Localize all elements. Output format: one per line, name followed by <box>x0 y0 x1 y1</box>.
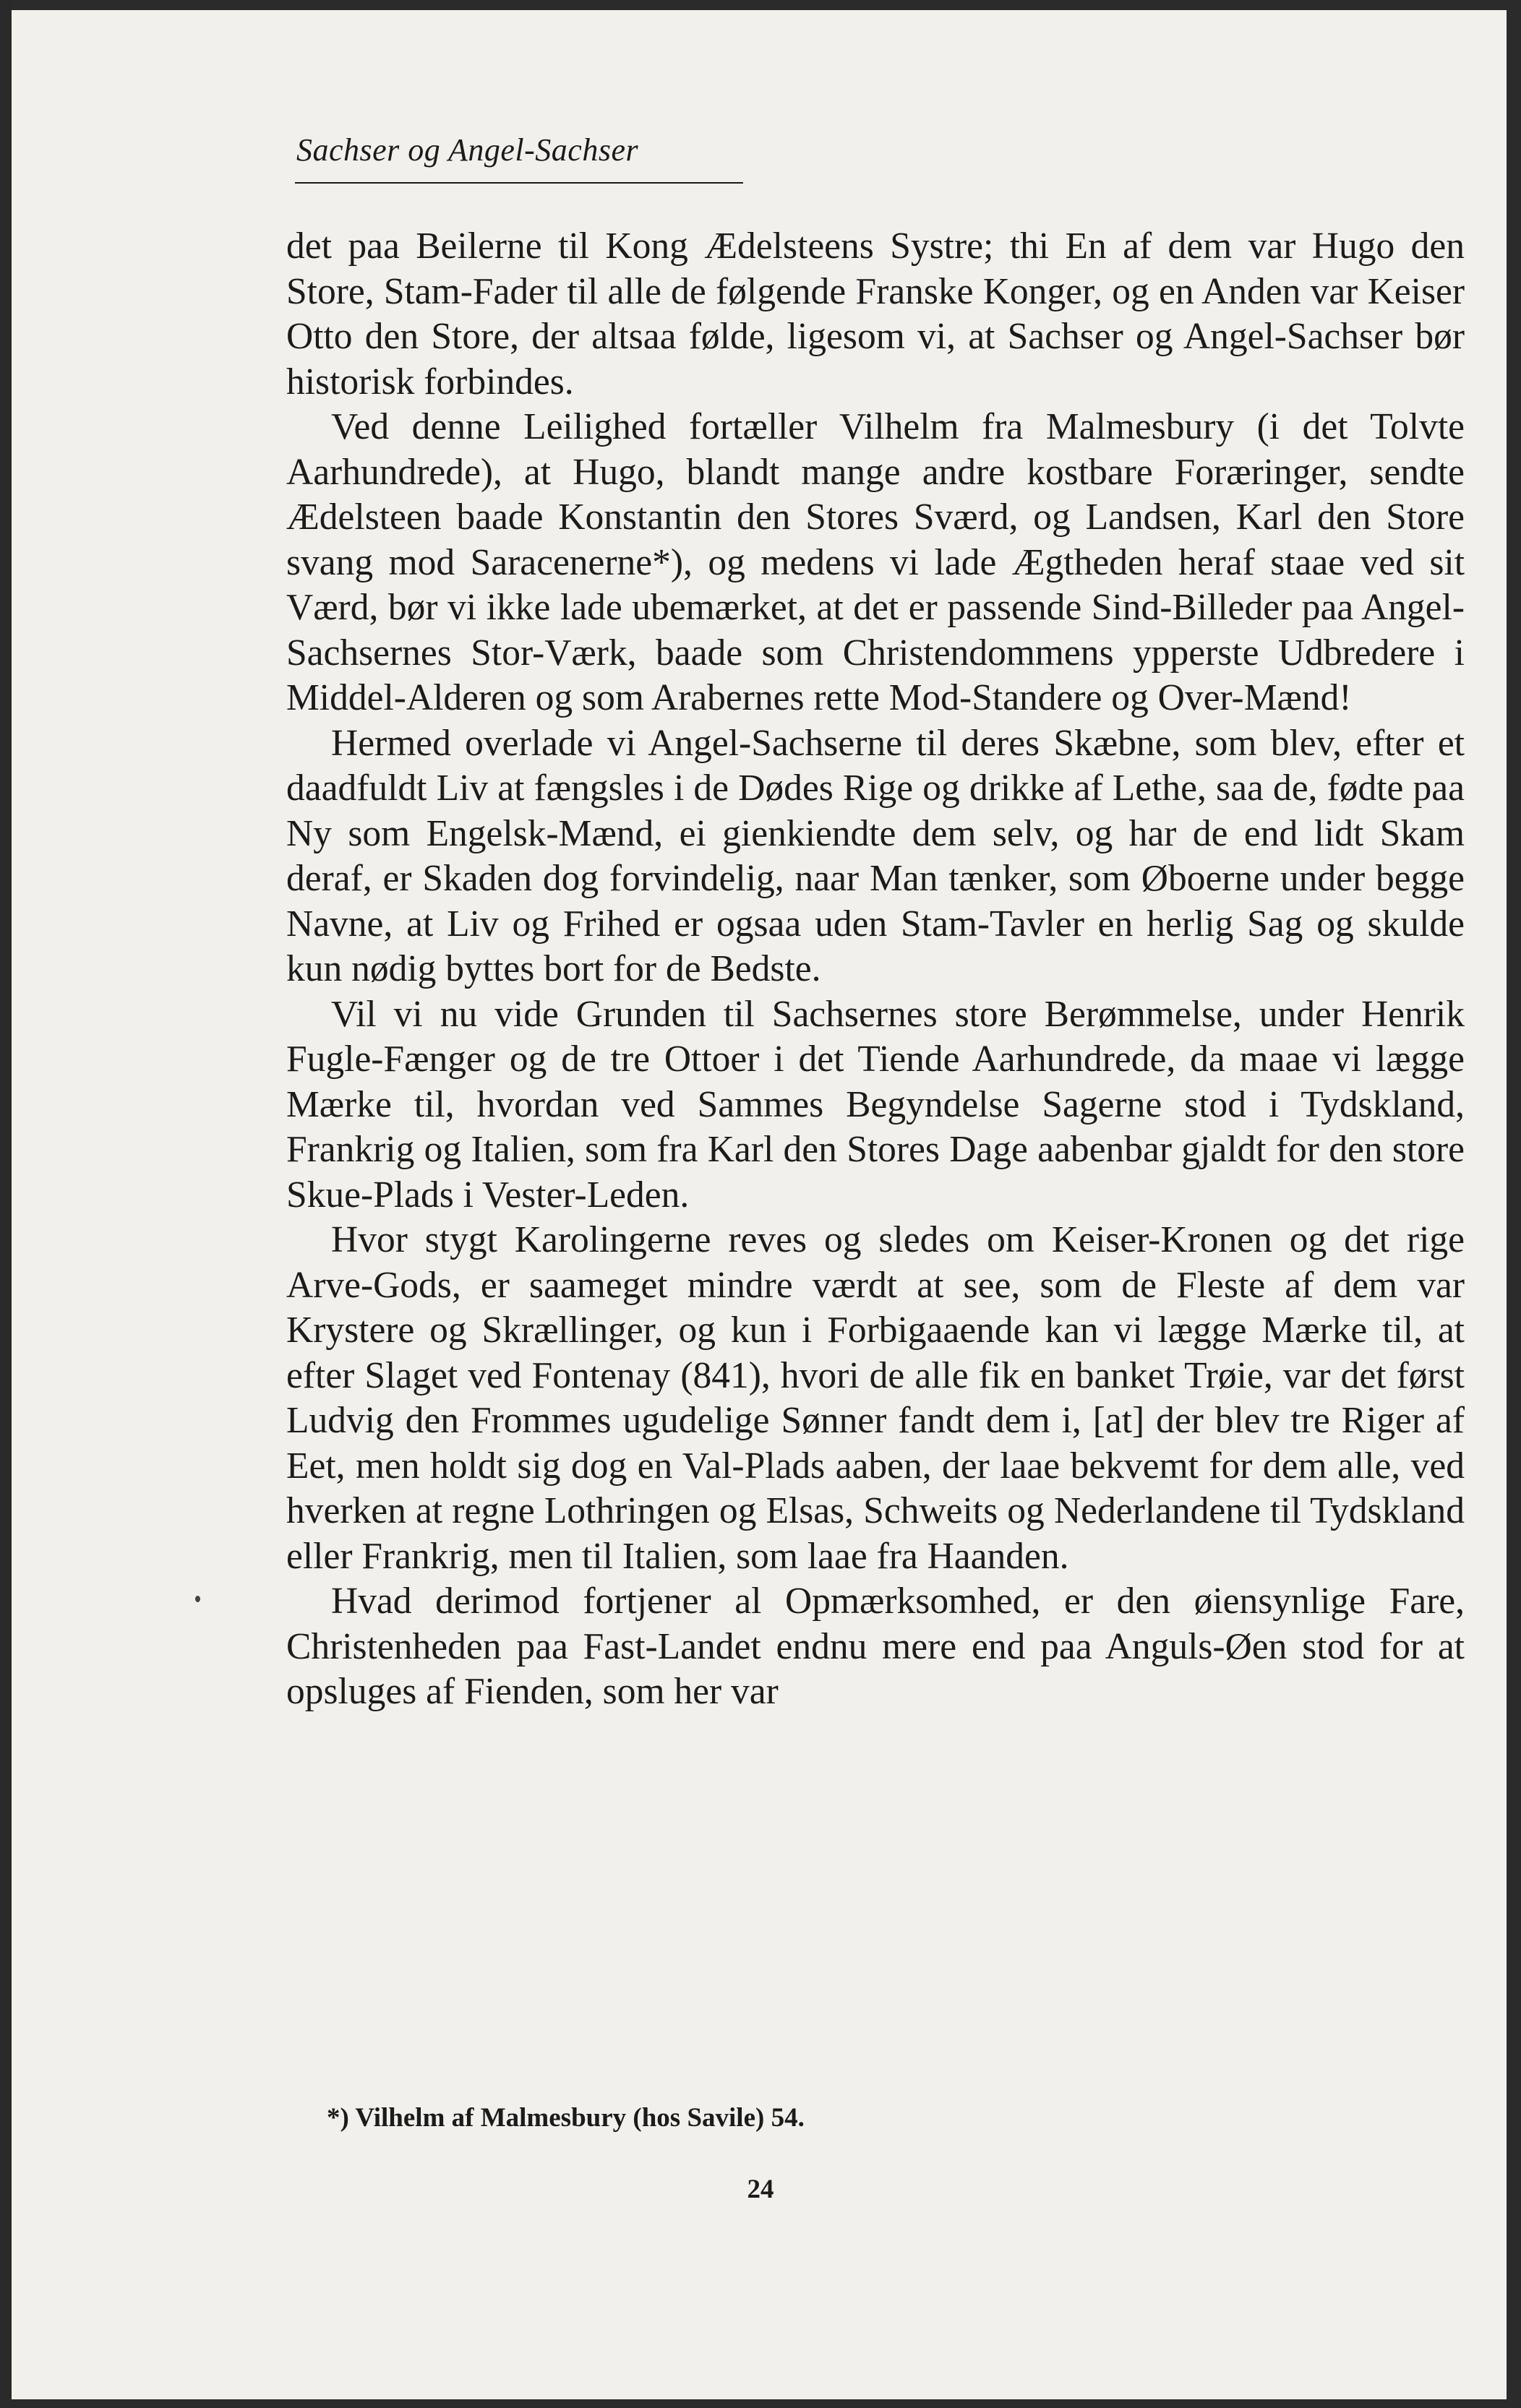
paragraph-2: Ved denne Leilighed fortæller Vilhelm fra Malmesbury (i det Tolvte Aarhundrede), at Hugo, blandt mange andre kostbare Foræringer, sendte Ædelsteen baade Konstantin den Stores Sværd, og Landsen, Karl den Store svang mod Saracenerne*), og medens vi lade Ægtheden heraf staae ved sit Værd, bør vi ikke lade ubemærket, at det er passende Sind-Billeder paa Angel-Sachsernes Stor-Værk, baade som Christendommens ypperste Udbredere i Middel-Alderen og som Arabernes rette Mod-Standere og Over-Mænd! <box>286 406 1465 718</box>
running-head-rule <box>295 182 743 184</box>
body-text <box>286 224 1465 1715</box>
margin-speck <box>195 1596 200 1602</box>
paragraph-6: Hvad derimod fortjener al Opmærksomhed, er den øiensynlige Fare, Christenheden paa Fast-Landet endnu mere end paa Anguls-Øen stod for at opsluges af Fienden, som her var <box>286 1581 1465 1712</box>
scan-border-left <box>0 0 12 2408</box>
scan-border-top <box>0 0 1521 10</box>
scan-border-right <box>1507 0 1521 2408</box>
running-head-title: Sachser og Angel-Sachser <box>296 132 639 168</box>
scan-border-bottom <box>0 2399 1521 2408</box>
paragraph-4: Vil vi nu vide Grunden til Sachsernes store Berømmelse, under Henrik Fugle-Fænger og de tre Ottoer i det Tiende Aarhundrede, da maae vi lægge Mærke til, hvordan ved Sammes Begyndelse Sagerne stod i Tydskland, Frankrig og Italien, som fra Karl den Stores Dage aabenbar gjaldt for den store Skue-Plads i Vester-Leden. <box>286 993 1465 1216</box>
paragraph-5: Hvor stygt Karolingerne reves og sledes om Keiser-Kronen og det rige Arve-Gods, er saameget mindre værdt at see, som de Fleste af dem var Krystere og Skrællinger, og kun i Forbigaaende kan vi lægge Mærke til, at efter Slaget ved Fontenay (841), hvori de alle fik en banket Trøie, var det først Ludvig den Frommes ugudelige Sønner fandt dem i, [at] der blev tre Riger af Eet, men holdt sig dog en Val-Plads aaben, der laae bekvemt for dem alle, ved hverken at regne Lothringen og Elsas, Schweits og Nederlandene til Tydskland eller Frankrig, men til Italien, som laae fra Haanden. <box>286 1219 1465 1577</box>
paragraph-1: det paa Beilerne til Kong Ædelsteens Systre; thi En af dem var Hugo den Store, Stam-Fader til alle de følgende Franske Konger, og en Anden var Keiser Otto den Store, der altsaa følde, ligesom vi, at Sachser og Angel-Sachser bør historisk forbindes. <box>286 225 1465 403</box>
page-number: 24 <box>747 2175 774 2204</box>
footnote: *) Vilhelm af Malmesbury (hos Savile) 54. <box>327 2103 805 2133</box>
paragraph-3: Hermed overlade vi Angel-Sachserne til deres Skæbne, som blev, efter et daadfuldt Liv at fængsles i de Dødes Rige og drikke af Lethe, saa de, fødte paa Ny som Engelsk-Mænd, ei gienkiendte dem selv, og har de end lidt Skam deraf, er Skaden dog forvindelig, naar Man tænker, som Øboerne under begge Navne, at Liv og Frihed er ogsaa uden Stam-Tavler en herlig Sag og skulde kun nødig byttes bort for de Bedste. <box>286 722 1465 989</box>
